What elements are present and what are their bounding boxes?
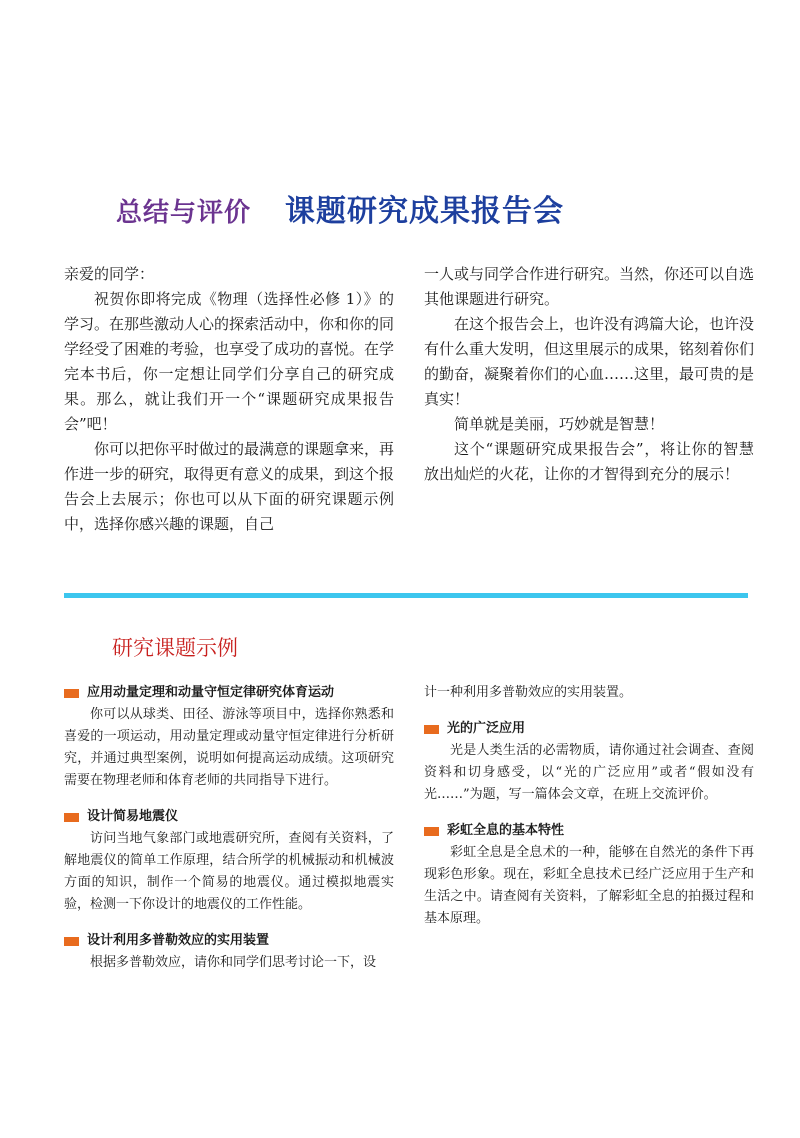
- letter-paragraph: 一人或与同学合作进行研究。当然，你还可以自选其他课题进行研究。: [424, 265, 755, 308]
- letter-paragraph: 你可以把你平时做过的最满意的课题拿来，再作进一步的研究，取得更有意义的成果，到这个报告会上去展示；你也可以从下面的研究课题示例中，选择你感兴趣的课题，自己: [64, 440, 395, 533]
- letter-paragraph: 亲爱的同学：: [64, 265, 155, 283]
- example-heading: [64, 806, 394, 828]
- example-topic: [64, 930, 394, 974]
- example-heading-text: 光的广泛应用: [447, 721, 526, 736]
- example-heading: [424, 820, 754, 842]
- letter-column-left: [64, 262, 394, 537]
- example-body: 访问当地气象部门或地震研究所，查阅有关资料，了解地震仪的简单工作原理，结合所学的机械振动和机械波方面的知识，制作一个简易的地震仪。通过模拟地震实验，检测一下你设计的地震仪的工作性能。: [64, 831, 394, 912]
- letter-paragraph: 简单就是美丽，巧妙就是智慧！: [454, 415, 665, 433]
- example-topic: [424, 718, 754, 806]
- letter-paragraph: 祝贺你即将完成《物理（选择性必修 1）》的学习。在那些激动人心的探索活动中，你和你的同学经受了困难的考验，也享受了成功的喜悦。在学完本书后，你一定想让同学们分享自己的研究成果。那么，就让我们开一个“课题研究成果报告会”吧！: [64, 290, 395, 433]
- examples-column-left: [64, 682, 394, 988]
- square-bullet-icon: [424, 827, 439, 836]
- example-continuation: 计一种利用多普勒效应的实用装置。: [424, 685, 633, 700]
- example-topic: [64, 682, 394, 792]
- example-heading-text: 应用动量定理和动量守恒定律研究体育运动: [87, 685, 335, 700]
- square-bullet-icon: [424, 725, 439, 734]
- square-bullet-icon: [64, 937, 79, 946]
- example-heading: [64, 930, 394, 952]
- example-heading-text: 彩虹全息的基本特性: [447, 823, 565, 838]
- example-topic: [64, 806, 394, 916]
- example-body: 根据多普勒效应，请你和同学们思考讨论一下，设: [90, 955, 377, 970]
- page-header: [116, 186, 564, 230]
- square-bullet-icon: [64, 689, 79, 698]
- example-topic: [424, 820, 754, 930]
- example-heading: [64, 682, 394, 704]
- example-body: 你可以从球类、田径、游泳等项目中，选择你熟悉和喜爱的一项运动，用动量定理或动量守恒定律进行分析研究，并通过典型案例，说明如何提高运动成绩。这项研究需要在物理老师和体育老师的共同指导下进行。: [64, 707, 394, 788]
- example-heading-text: 设计利用多普勒效应的实用装置: [87, 933, 270, 948]
- section-divider: [64, 593, 748, 598]
- letter-column-right: [424, 262, 754, 487]
- example-heading: [424, 718, 754, 740]
- examples-column-right: [424, 682, 754, 944]
- examples-title: 研究课题示例: [112, 636, 238, 660]
- square-bullet-icon: [64, 813, 79, 822]
- example-body: 光是人类生活的必需物质，请你通过社会调查、查阅资料和切身感受，以“光的广泛应用”或者“假如没有光……”为题，写一篇体会文章，在班上交流评价。: [424, 743, 754, 802]
- letter-paragraph: 在这个报告会上，也许没有鸿篇大论，也许没有什么重大发明，但这里展示的成果，铭刻着你们的勤奋，凝聚着你们的心血……这里，最可贵的是真实！: [424, 315, 755, 408]
- page-title: 课题研究成果报告会: [285, 194, 565, 229]
- example-heading-text: 设计简易地震仪: [87, 809, 179, 824]
- section-kicker: 总结与评价: [116, 198, 252, 228]
- example-body: 彩虹全息是全息术的一种，能够在自然光的条件下再现彩色形象。现在，彩虹全息技术已经广泛应用于生产和生活之中。请查阅有关资料，了解彩虹全息的拍摄过程和基本原理。: [424, 845, 754, 926]
- letter-paragraph: 这个“课题研究成果报告会”，将让你的智慧放出灿烂的火花，让你的才智得到充分的展示！: [424, 440, 754, 483]
